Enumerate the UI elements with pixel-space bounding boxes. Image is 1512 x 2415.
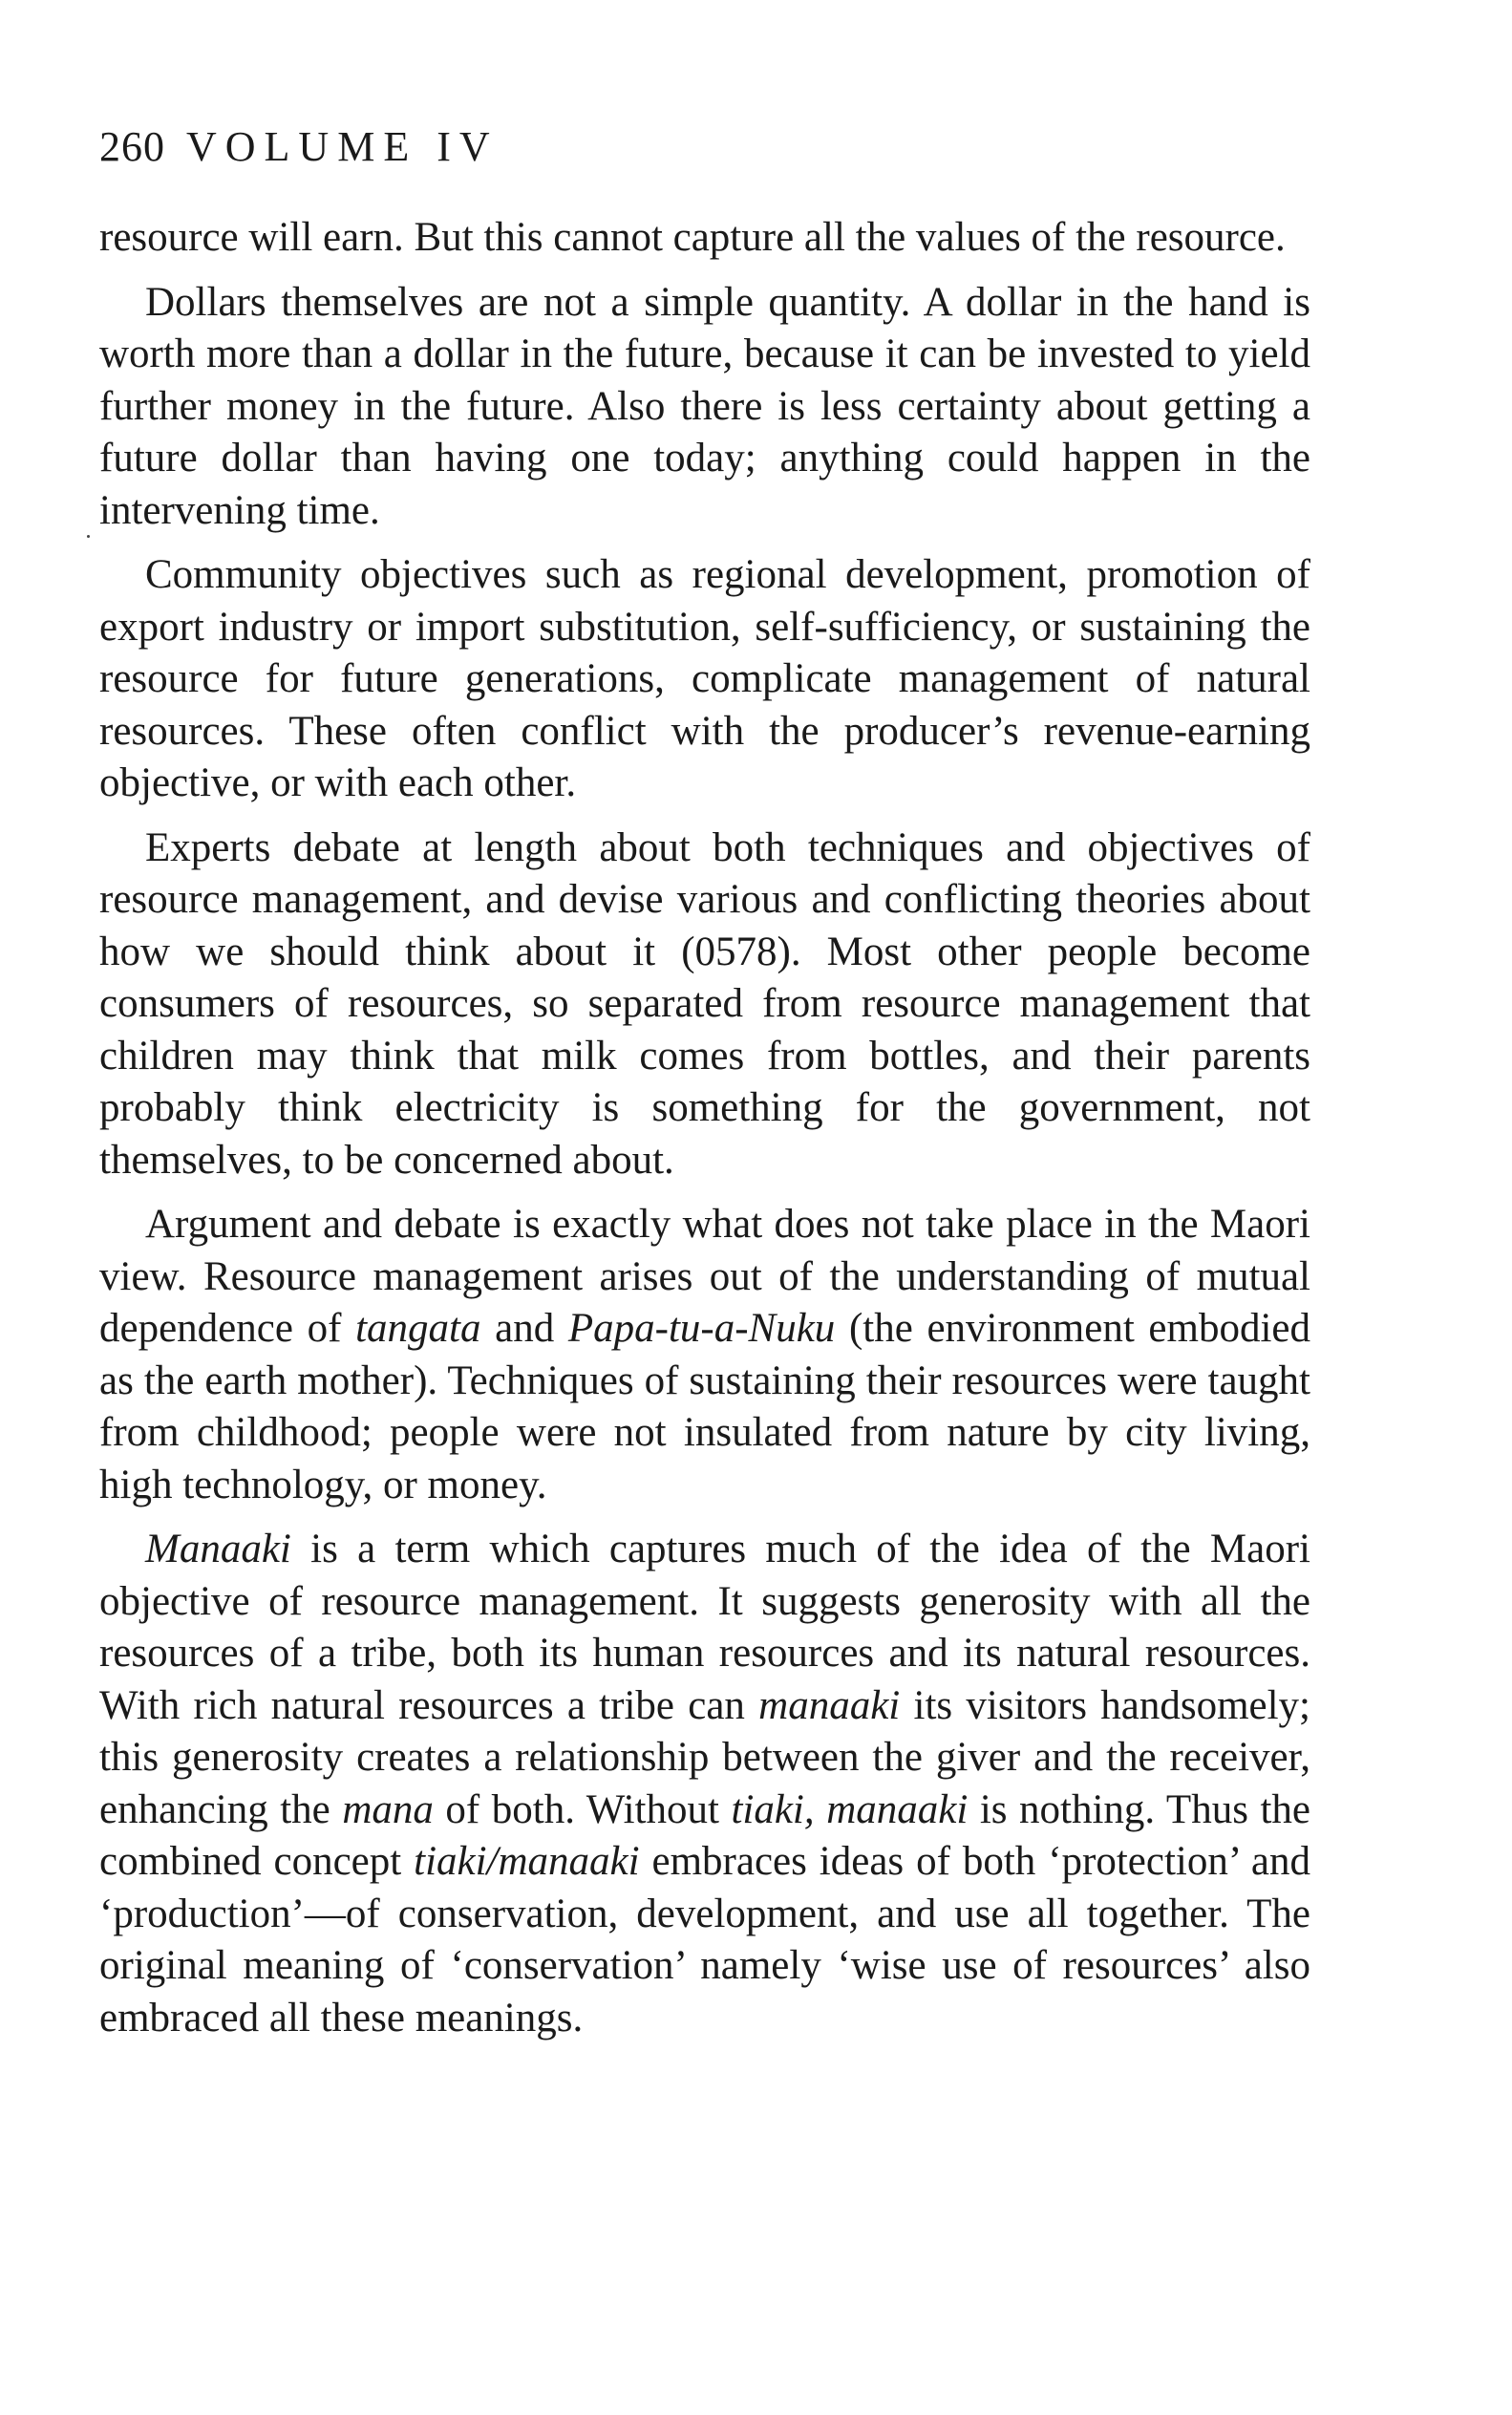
paragraph-text: Experts debate at length about both techniques and objectives of resource management, and devise various and conflicting theories about how we should think about it (0578). Most other people become consumers of resources, so separated from resource management that children may think that milk comes from bottles, and their parents probably think electricity is something for the government, not themselves, to be concerned about. bbox=[99, 824, 1310, 1183]
paragraph-continued bbox=[99, 212, 1310, 265]
italic-term-tiaki: tiaki, bbox=[731, 1786, 815, 1832]
body-text bbox=[99, 212, 1310, 2044]
paragraph-manaaki bbox=[99, 1524, 1310, 2044]
page-number: 260 bbox=[99, 123, 165, 170]
text-run bbox=[815, 1787, 827, 1832]
text-run: is a term which captures much of the idea of the Maori objective of resource management. It suggests generosity with all the resources of a tribe, both its human resources and its natural resources. With rich natural resources a tribe can bbox=[99, 1527, 1310, 1728]
text-run: embraces ideas of both ‘protection’ and ‘production’—of conservation, development, and use all together. The original meaning of ‘conservation’ namely ‘wise use of resources’ also embraced all these meanings. bbox=[99, 1839, 1310, 2041]
italic-term-tiaki-manaaki: tiaki/manaaki bbox=[414, 1839, 640, 1884]
text-run: of both. Without bbox=[433, 1786, 732, 1832]
volume-title: VOLUME IV bbox=[186, 123, 499, 170]
text-run: its visitors handsomely; this generosity creates a relationship between the giver and the receiver, enhancing the bbox=[99, 1682, 1310, 1832]
italic-term-tangata: tangata bbox=[355, 1306, 481, 1351]
print-speck bbox=[87, 535, 90, 538]
italic-term-manaaki: Manaaki bbox=[145, 1527, 291, 1571]
text-run: (the environment embodied as the earth mother). Techniques of sustaining their resources were taught from childhood; people were not insulated from nature by city living, high technology, or money. bbox=[99, 1306, 1310, 1507]
paragraph-text: resource will earn. But this cannot capture all the values of the resource. bbox=[99, 215, 1286, 260]
italic-term-manaaki: manaaki bbox=[758, 1682, 901, 1728]
paragraph-maori-view bbox=[99, 1199, 1310, 1511]
italic-term-papa-tu-a-nuku: Papa-tu-a-Nuku bbox=[567, 1306, 836, 1351]
paragraph-dollars bbox=[99, 277, 1310, 538]
paragraph-text: Dollars themselves are not a simple quantity. A dollar in the hand is worth more than a dollar in the future, because it can be invested to yield further money in the future. Also there is less certainty about getting a future dollar than having one today; anything could happen in the intervening time. bbox=[99, 279, 1310, 533]
text-run: Argument and debate is exactly what does not take place in the Maori view. Resource management arises out of the understanding of mutual dependence of bbox=[99, 1202, 1310, 1351]
italic-term-mana: mana bbox=[342, 1786, 434, 1832]
paragraph-text: Community objectives such as regional development, promotion of export industry or import substitution, self-sufficiency, or sustaining the resource for future generations, complicate management of natural resources. These often conflict with the producer’s revenue-earning objective, or with each other. bbox=[99, 552, 1310, 805]
italic-term-manaaki: manaaki bbox=[826, 1786, 969, 1832]
paragraph-experts-debate bbox=[99, 823, 1310, 1187]
paragraph-community-objectives bbox=[99, 549, 1310, 810]
text-run: is nothing. Thus the combined concept bbox=[99, 1786, 1310, 1884]
running-head bbox=[99, 123, 499, 170]
text-run: and bbox=[480, 1306, 568, 1351]
